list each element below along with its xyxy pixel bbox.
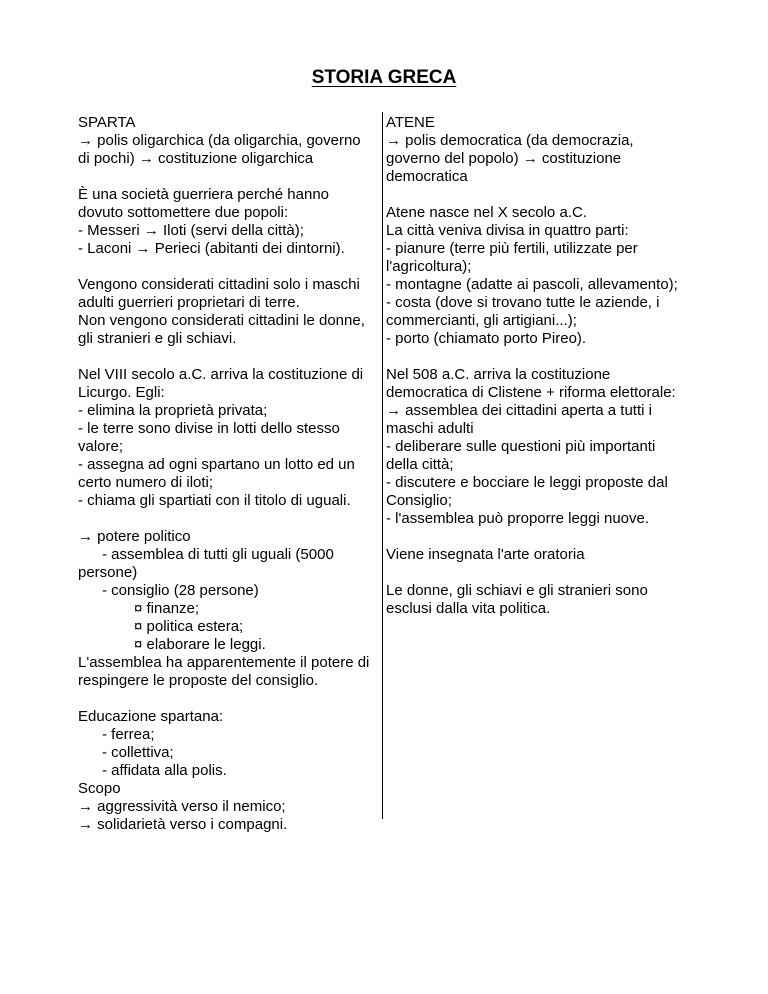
atene-text-line: Le donne, gli schiavi e gli stranieri sono	[386, 582, 648, 599]
column-divider	[382, 112, 383, 819]
sparta-text-line: adulti guerrieri proprietari di terre.	[78, 294, 300, 311]
sparta-text-line: persone)	[78, 564, 138, 581]
sparta-text-line: di pochi) → costituzione oligarchica	[78, 150, 314, 167]
atene-text-line: Viene insegnata l'arte oratoria	[386, 546, 585, 563]
sparta-text-line: → solidarietà verso i compagni.	[78, 816, 288, 833]
atene-text-line: → polis democratica (da democrazia,	[386, 132, 634, 149]
atene-text-line: - pianure (terre più fertili, utilizzate per	[386, 240, 638, 257]
paragraph-gap	[78, 168, 383, 186]
sparta-column	[78, 114, 383, 834]
sparta-text-line: Nel VIII secolo a.C. arriva la costituzione di	[78, 366, 364, 383]
sparta-text-line: - Messeri → Iloti (servi della città);	[78, 222, 304, 239]
sparta-text-line: SPARTA	[78, 114, 136, 131]
sparta-text-line: valore;	[78, 438, 124, 455]
page-title: STORIA GRECA	[311, 67, 457, 88]
sparta-text-line: - consiglio (28 persone)	[102, 582, 259, 599]
sparta-text-line: ¤ politica estera;	[134, 618, 244, 635]
atene-text-line: democratica	[386, 168, 468, 185]
sparta-text-line: certo numero di iloti;	[78, 474, 214, 491]
atene-text-line: La città veniva divisa in quattro parti:	[386, 222, 629, 239]
sparta-text-line: → polis oligarchica (da oligarchia, governo	[78, 132, 361, 149]
paragraph-gap	[386, 528, 716, 546]
atene-text-line: → assemblea dei cittadini aperta a tutti i	[386, 402, 652, 419]
sparta-text-line: L'assemblea ha apparentemente il potere di	[78, 654, 370, 671]
paragraph-gap	[78, 258, 383, 276]
sparta-text-line: respingere le proposte del consiglio.	[78, 672, 319, 689]
sparta-text-line: - elimina la proprietà privata;	[78, 402, 268, 419]
sparta-text-line: Non vengono considerati cittadini le donne,	[78, 312, 365, 329]
atene-text-line: - costa (dove si trovano tutte le aziende, i	[386, 294, 660, 311]
atene-text-line: ATENE	[386, 114, 435, 131]
atene-text-line: Consiglio;	[386, 492, 452, 509]
paragraph-gap	[386, 348, 716, 366]
atene-text-line: commercianti, gli artigiani...);	[386, 312, 577, 329]
paragraph-gap	[78, 348, 383, 366]
atene-text-line: - porto (chiamato porto Pireo).	[386, 330, 587, 347]
paragraph-gap	[78, 510, 383, 528]
atene-text-line: della città;	[386, 456, 454, 473]
atene-text-line: - montagne (adatte ai pascoli, allevamento);	[386, 276, 678, 293]
sparta-text-line: - collettiva;	[102, 744, 174, 761]
sparta-text-line: - assemblea di tutti gli uguali (5000	[102, 546, 334, 563]
sparta-text-line: → aggressività verso il nemico;	[78, 798, 286, 815]
sparta-text-line: - assegna ad ogni spartano un lotto ed un	[78, 456, 355, 473]
paragraph-gap	[386, 564, 716, 582]
atene-text-line: esclusi dalla vita politica.	[386, 600, 551, 617]
sparta-text-line: ¤ elaborare le leggi.	[134, 636, 266, 653]
atene-text-line: Atene nasce nel X secolo a.C.	[386, 204, 587, 221]
sparta-text-line: gli stranieri e gli schiavi.	[78, 330, 237, 347]
atene-text-line: governo del popolo) → costituzione	[386, 150, 622, 167]
atene-text-line: l'agricoltura);	[386, 258, 472, 275]
sparta-text-line: - chiama gli spartiati con il titolo di uguali.	[78, 492, 351, 509]
sparta-text-line: È una società guerriera perché hanno	[78, 186, 330, 203]
sparta-text-line: - le terre sono divise in lotti dello stesso	[78, 420, 340, 437]
atene-text-line: - discutere e bocciare le leggi proposte dal	[386, 474, 668, 491]
paragraph-gap	[78, 690, 383, 708]
sparta-text-line: Licurgo. Egli:	[78, 384, 165, 401]
sparta-text-line: ¤ finanze;	[134, 600, 200, 617]
sparta-text-line: - Laconi → Perieci (abitanti dei dintorni).	[78, 240, 345, 257]
atene-text-line: Nel 508 a.C. arriva la costituzione	[386, 366, 611, 383]
sparta-text-line: Vengono considerati cittadini solo i maschi	[78, 276, 360, 293]
atene-text-line: - l'assemblea può proporre leggi nuove.	[386, 510, 650, 527]
sparta-text-line: - affidata alla polis.	[102, 762, 227, 779]
atene-column	[386, 114, 716, 618]
sparta-text-line: - ferrea;	[102, 726, 155, 743]
sparta-text-line: Educazione spartana:	[78, 708, 224, 725]
sparta-text-line: Scopo	[78, 780, 121, 797]
atene-text-line: democratica di Clistene + riforma elettorale:	[386, 384, 676, 401]
paragraph-gap	[386, 186, 716, 204]
atene-text-line: - deliberare sulle questioni più importanti	[386, 438, 656, 455]
sparta-text-line: → potere politico	[78, 528, 191, 545]
sparta-text-line: dovuto sottomettere due popoli:	[78, 204, 289, 221]
atene-text-line: maschi adulti	[386, 420, 474, 437]
